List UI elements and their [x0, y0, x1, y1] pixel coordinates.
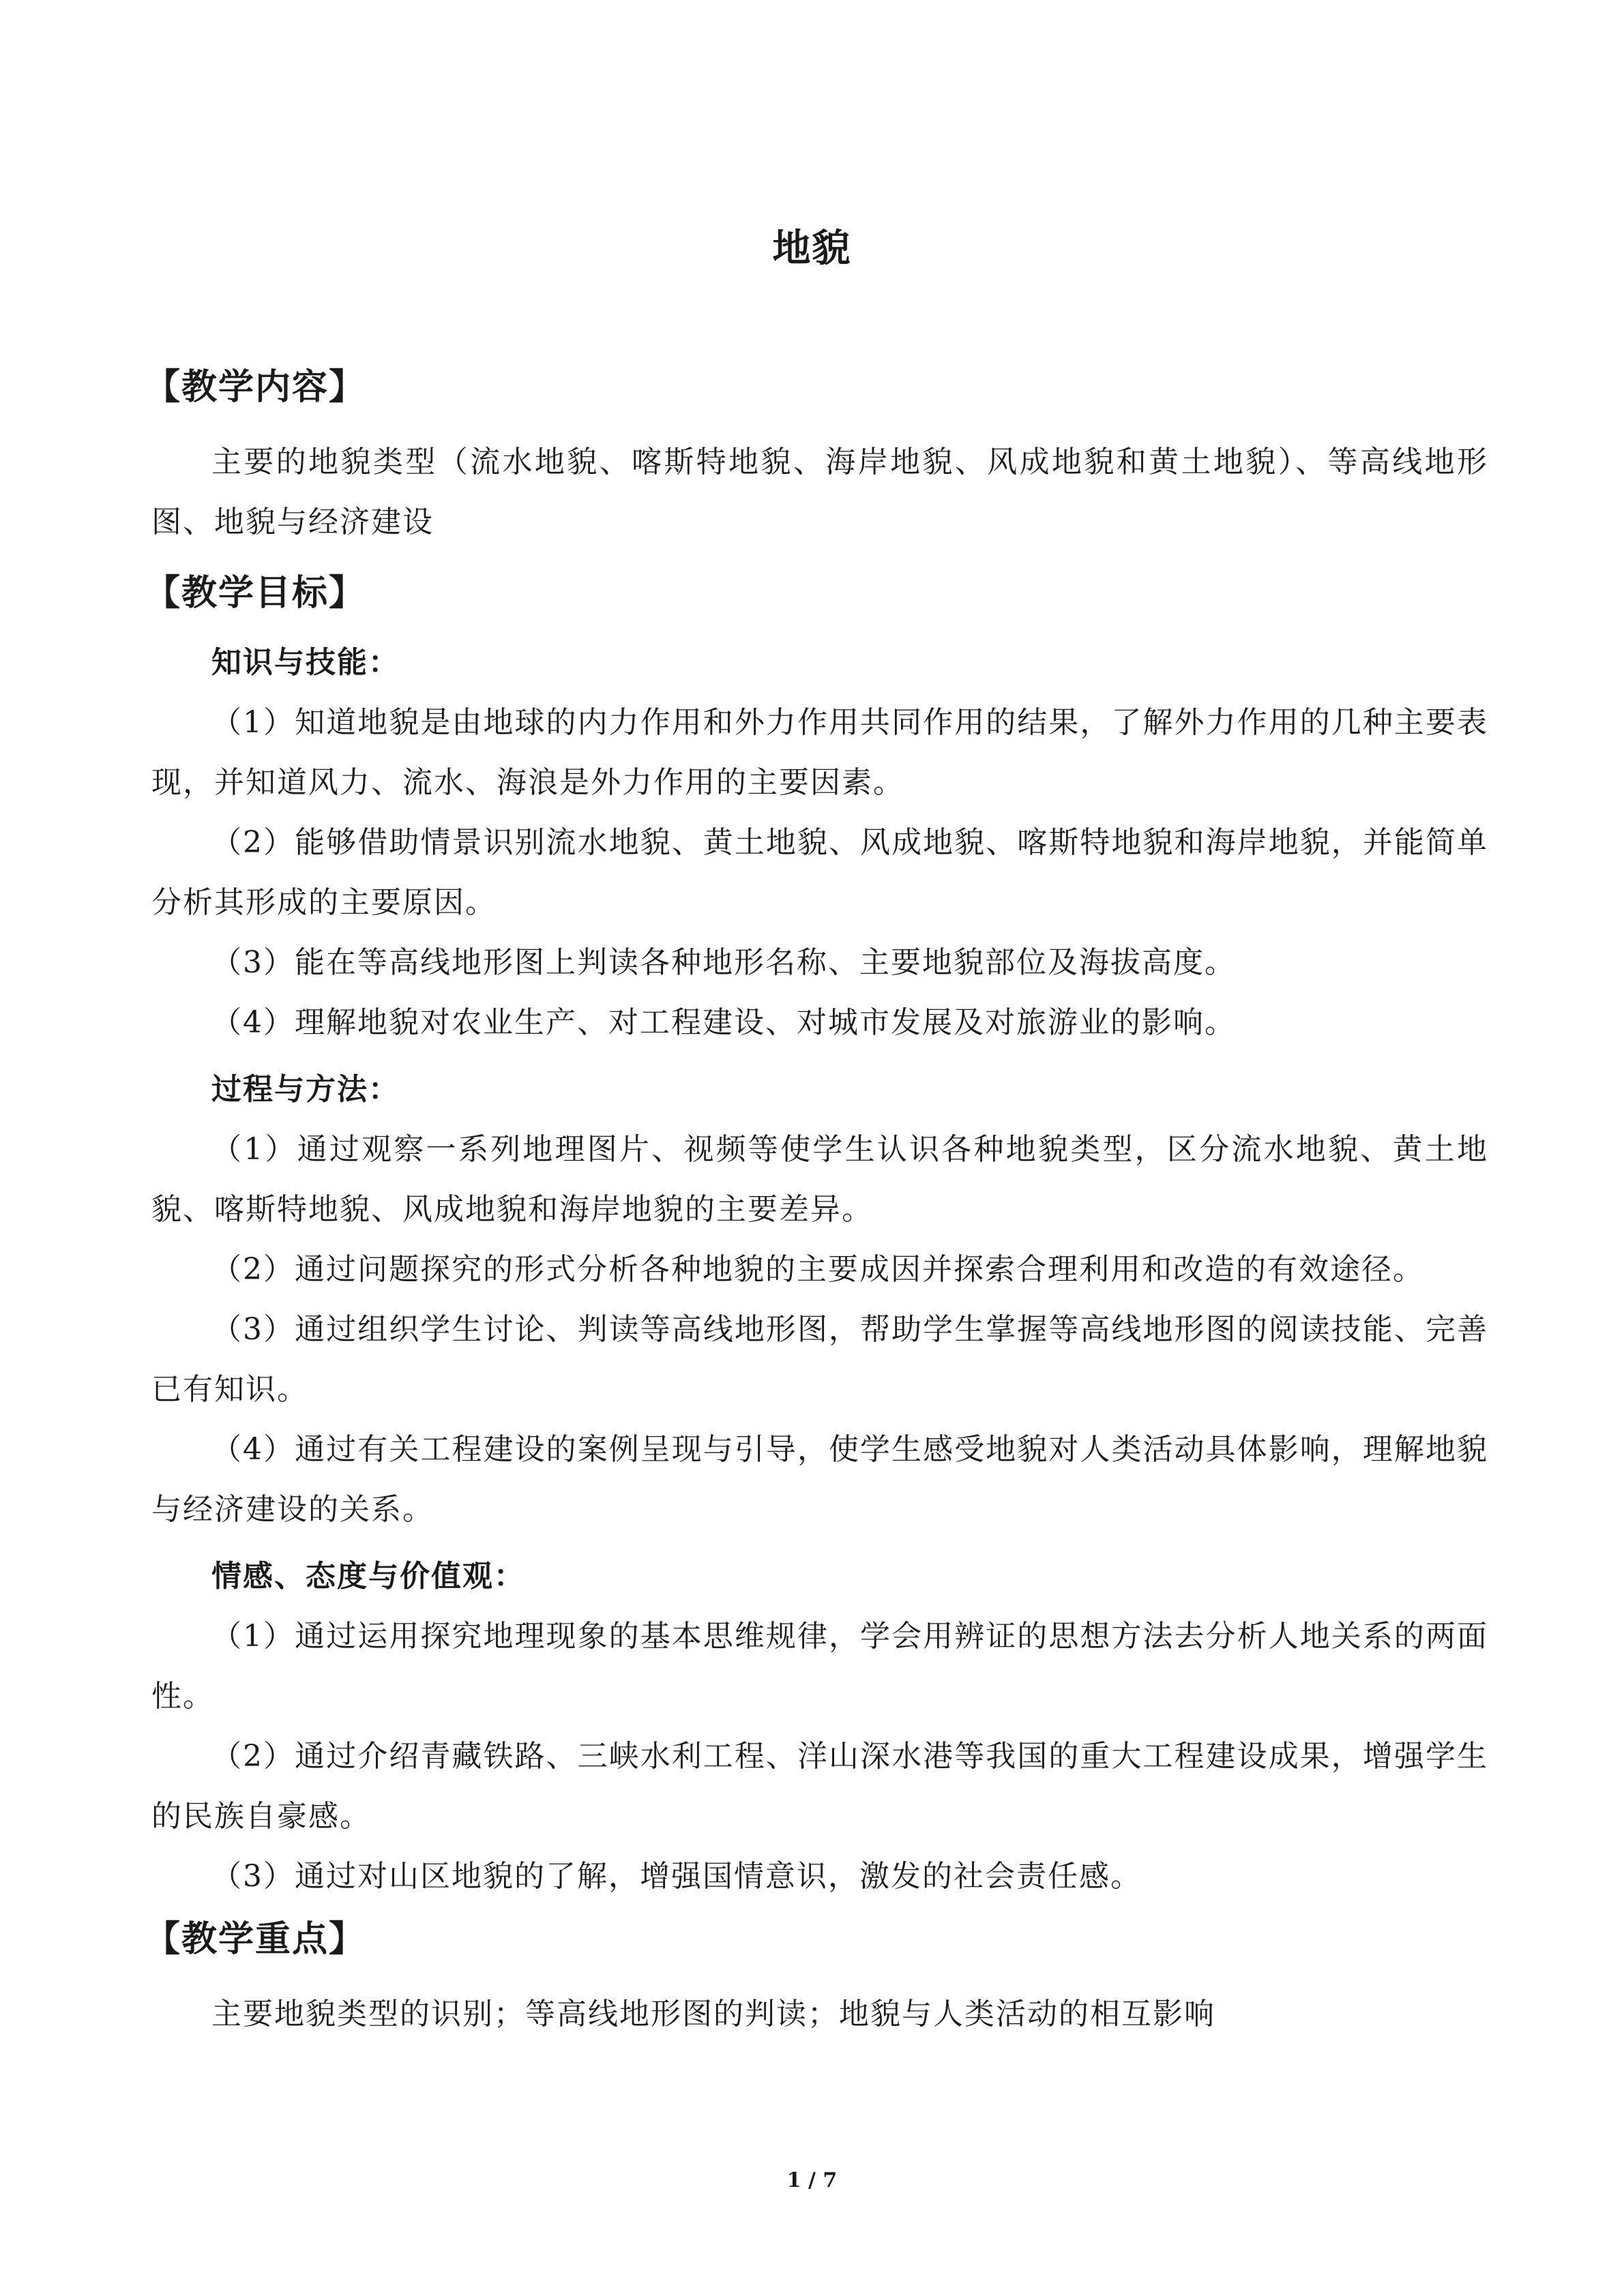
- process-item: （2）通过问题探究的形式分析各种地貌的主要成因并探索合理利用和改造的有效途径。: [211, 1252, 1424, 1287]
- knowledge-item: （2）能够借助情景识别流水地貌、黄土地貌、风成地貌、喀斯特地貌和海岸地貌，并能简单分析其形成的主要原因。: [151, 825, 1488, 920]
- values-item: （2）通过介绍青藏铁路、三峡水利工程、洋山深水港等我国的重大工程建设成果，增强学生的民族自豪感。: [151, 1739, 1488, 1834]
- knowledge-item: （3）能在等高线地形图上判读各种地形名称、主要地貌部位及海拔高度。: [211, 945, 1236, 980]
- content-paragraph: 主要的地貌类型（流水地貌、喀斯特地貌、海岸地貌、风成地貌和黄土地貌）、等高线地形图、地貌与经济建设: [151, 445, 1488, 539]
- document-title: 地貌: [772, 226, 852, 271]
- process-item: （1）通过观察一系列地理图片、视频等使学生认识各种地貌类型，区分流水地貌、黄土地貌、喀斯特地貌、风成地貌和海岸地貌的主要差异。: [151, 1132, 1488, 1227]
- page-number: 1 / 7: [786, 2168, 838, 2192]
- keypoints-paragraph: 主要地貌类型的识别；等高线地形图的判读；地貌与人类活动的相互影响: [211, 1997, 1215, 2031]
- subheading-values: 情感、态度与价值观：: [211, 1559, 525, 1594]
- subheading-knowledge: 知识与技能：: [211, 645, 400, 680]
- knowledge-item: （4）理解地貌对农业生产、对工程建设、对城市发展及对旅游业的影响。: [211, 1005, 1236, 1040]
- section-heading-keypoints: 【教学重点】: [145, 1918, 366, 1960]
- subheading-process: 过程与方法：: [211, 1072, 400, 1107]
- knowledge-item: （1）知道地貌是由地球的内力作用和外力作用共同作用的结果，了解外力作用的几种主要表现，并知道风力、流水、海浪是外力作用的主要因素。: [151, 705, 1488, 800]
- process-item: （3）通过组织学生讨论、判读等高线地形图，帮助学生掌握等高线地形图的阅读技能、完善已有知识。: [151, 1312, 1488, 1407]
- section-heading-goals: 【教学目标】: [145, 572, 366, 614]
- process-item: （4）通过有关工程建设的案例呈现与引导，使学生感受地貌对人类活动具体影响，理解地貌与经济建设的关系。: [151, 1432, 1488, 1527]
- values-item: （1）通过运用探究地理现象的基本思维规律，学会用辨证的思想方法去分析人地关系的两面性。: [151, 1619, 1488, 1714]
- section-heading-content: 【教学内容】: [145, 366, 366, 408]
- document-body: [145, 355, 1488, 2053]
- values-item: （3）通过对山区地貌的了解，增强国情意识，激发的社会责任感。: [211, 1859, 1142, 1894]
